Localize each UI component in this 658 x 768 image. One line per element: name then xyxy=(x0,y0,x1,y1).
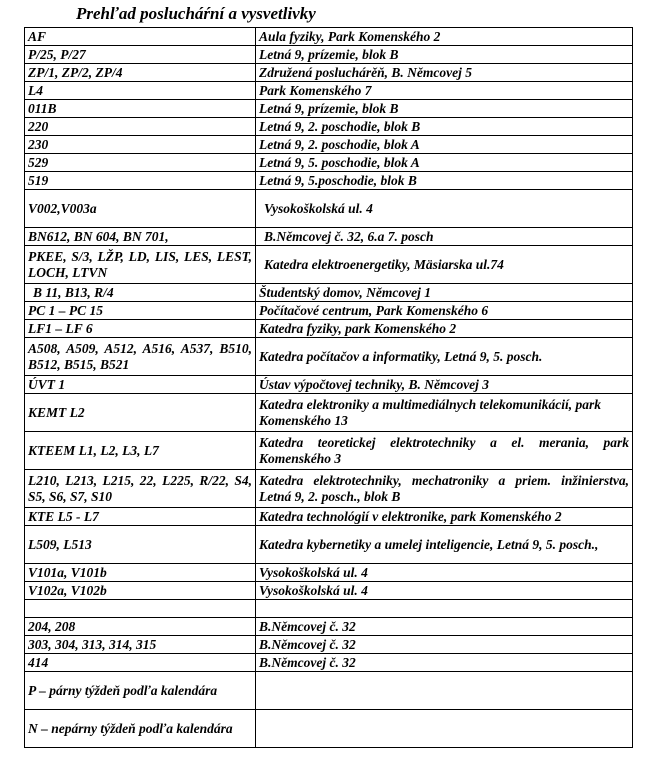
table-row xyxy=(25,470,633,508)
location-cell: B.Němcovej č. 32 xyxy=(256,654,633,672)
table-row xyxy=(25,618,633,636)
table-row xyxy=(25,172,633,190)
location-cell: Združená posluchárěň, B. Němcovej 5 xyxy=(256,64,633,82)
location-cell: Katedra počítačov a informatiky, Letná 9, 5. posch. xyxy=(256,338,633,376)
location-cell: Katedra kybernetiky a umelej inteligencie, Letná 9, 5. posch., xyxy=(256,526,633,564)
table-row xyxy=(25,190,633,228)
location-cell: Letná 9, 2. poschodie, blok A xyxy=(256,136,633,154)
table-row xyxy=(25,228,633,246)
location-cell: Katedra fyziky, park Komenského 2 xyxy=(256,320,633,338)
room-code-cell: AF xyxy=(25,28,256,46)
table-row xyxy=(25,376,633,394)
room-code-cell: LF1 – LF 6 xyxy=(25,320,256,338)
room-code-cell: P/25, P/27 xyxy=(25,46,256,64)
location-cell: Katedra elektrotechniky, mechatroniky a priem. inžinierstva, Letná 9, 2. posch., blok B xyxy=(256,470,633,508)
location-cell: Katedra technológií v elektronike, park Komenského 2 xyxy=(256,508,633,526)
table-row xyxy=(25,564,633,582)
room-code-cell: 011B xyxy=(25,100,256,118)
table-row xyxy=(25,246,633,284)
room-code-cell: ZP/1, ZP/2, ZP/4 xyxy=(25,64,256,82)
location-cell: Letná 9, 5. poschodie, blok A xyxy=(256,154,633,172)
room-code-cell xyxy=(25,600,256,618)
room-code-cell: KEMT L2 xyxy=(25,394,256,432)
table-row xyxy=(25,302,633,320)
page-title: Prehľad poslucháŕní a vysvetlivky xyxy=(76,4,316,23)
room-code-cell: 220 xyxy=(25,118,256,136)
room-code-cell: V002,V003a xyxy=(25,190,256,228)
location-cell: Vysokoškolská ul. 4 xyxy=(256,564,633,582)
location-cell: Katedra elektroenergetiky, Mäsiarska ul.74 xyxy=(256,246,633,284)
room-code-cell: A508, A509, A512, A516, A537, B510, B512, B515, B521 xyxy=(25,338,256,376)
table-body xyxy=(25,28,633,748)
table-row xyxy=(25,508,633,526)
location-cell: Vysokoškolská ul. 4 xyxy=(256,582,633,600)
room-code-cell: 414 xyxy=(25,654,256,672)
table-row xyxy=(25,320,633,338)
location-cell: B.Němcovej č. 32 xyxy=(256,636,633,654)
location-cell: Letná 9, 5.poschodie, blok B xyxy=(256,172,633,190)
table-row xyxy=(25,28,633,46)
table-row xyxy=(25,118,633,136)
table-row xyxy=(25,600,633,618)
room-code-cell: L210, L213, L215, 22, L225, R/22, S4, S5, S6, S7, S10 xyxy=(25,470,256,508)
location-cell: Letná 9, prízemie, blok B xyxy=(256,100,633,118)
room-code-cell: V102a, V102b xyxy=(25,582,256,600)
room-code-cell: KTEEM L1, L2, L3, L7 xyxy=(25,432,256,470)
location-cell xyxy=(256,672,633,710)
table-row xyxy=(25,82,633,100)
table-row xyxy=(25,136,633,154)
table-row xyxy=(25,338,633,376)
location-cell: Vysokoškolská ul. 4 xyxy=(256,190,633,228)
room-code-cell: BN612, BN 604, BN 701, xyxy=(25,228,256,246)
room-code-cell: L4 xyxy=(25,82,256,100)
table-row xyxy=(25,46,633,64)
table-row xyxy=(25,394,633,432)
table-row xyxy=(25,284,633,302)
room-code-cell: ÚVT 1 xyxy=(25,376,256,394)
table-row xyxy=(25,672,633,710)
room-code-cell: PC 1 – PC 15 xyxy=(25,302,256,320)
location-cell: Park Komenského 7 xyxy=(256,82,633,100)
table-row xyxy=(25,582,633,600)
room-code-cell: B 11, B13, R/4 xyxy=(25,284,256,302)
room-code-cell: 529 xyxy=(25,154,256,172)
location-cell: Aula fyziky, Park Komenského 2 xyxy=(256,28,633,46)
location-cell: B.Němcovej č. 32, 6.a 7. posch xyxy=(256,228,633,246)
room-code-cell: N – nepárny týždeň podľa kalendára xyxy=(25,710,256,748)
lecture-hall-table xyxy=(24,27,633,748)
location-cell: Katedra teoretickej elektrotechniky a el. merania, park Komenského 3 xyxy=(256,432,633,470)
table-row xyxy=(25,654,633,672)
table-row xyxy=(25,636,633,654)
table-row xyxy=(25,64,633,82)
table-row xyxy=(25,710,633,748)
room-code-cell: PKEE, S/3, LŽP, LD, LIS, LES, LEST, LOCH, LTVN xyxy=(25,246,256,284)
room-code-cell: KTE L5 - L7 xyxy=(25,508,256,526)
location-cell xyxy=(256,710,633,748)
table-row xyxy=(25,100,633,118)
location-cell: Letná 9, prízemie, blok B xyxy=(256,46,633,64)
room-code-cell: 230 xyxy=(25,136,256,154)
location-cell: Katedra elektroniky a multimediálnych telekomunikácií, park Komenského 13 xyxy=(256,394,633,432)
room-code-cell: P – párny týždeň podľa kalendára xyxy=(25,672,256,710)
location-cell xyxy=(256,600,633,618)
room-code-cell: 519 xyxy=(25,172,256,190)
table-row xyxy=(25,432,633,470)
room-code-cell: 204, 208 xyxy=(25,618,256,636)
location-cell: Ústav výpočtovej techniky, B. Němcovej 3 xyxy=(256,376,633,394)
room-code-cell: V101a, V101b xyxy=(25,564,256,582)
location-cell: Počítačové centrum, Park Komenského 6 xyxy=(256,302,633,320)
table-row xyxy=(25,154,633,172)
location-cell: B.Němcovej č. 32 xyxy=(256,618,633,636)
table-row xyxy=(25,526,633,564)
room-code-cell: L509, L513 xyxy=(25,526,256,564)
location-cell: Študentský domov, Němcovej 1 xyxy=(256,284,633,302)
room-code-cell: 303, 304, 313, 314, 315 xyxy=(25,636,256,654)
location-cell: Letná 9, 2. poschodie, blok B xyxy=(256,118,633,136)
